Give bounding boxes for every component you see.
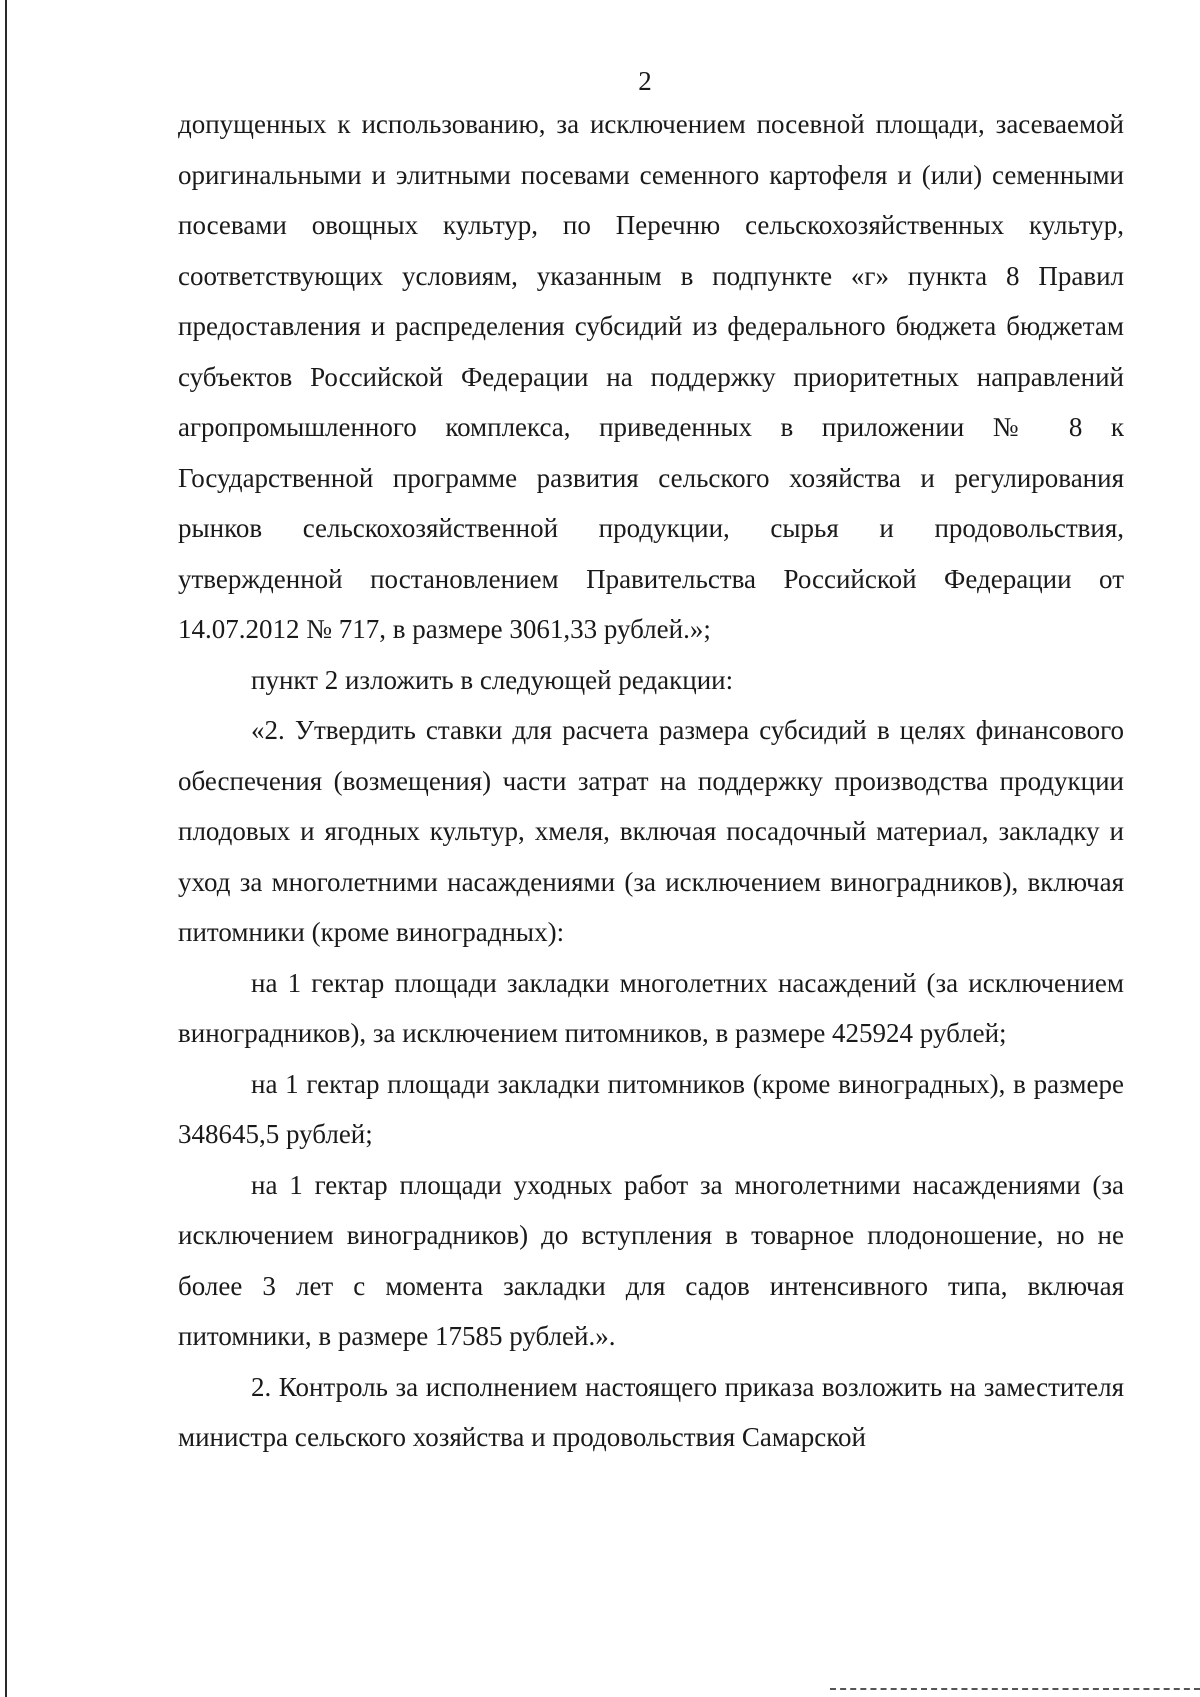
- document-body: [178, 99, 1124, 1463]
- paragraph-rate-maintenance: на 1 гектар площади уходных работ за многолетними насаждениями (за исключением виноградников) до вступления в товарное плодоношение, но не более 3 лет с момента закладки для садов интенсивного типа, включая питомники, в размере 17585 рублей.».: [178, 1169, 1124, 1351]
- page-number: 2: [638, 66, 652, 96]
- scan-edge-bottom: [830, 1688, 1200, 1690]
- paragraph-amend-point-2: пункт 2 изложить в следующей редакции:: [251, 664, 734, 695]
- paragraph-rate-orchard-planting: на 1 гектар площади закладки многолетних насаждений (за исключением виноградников), за исключением питомников, в размере 425924 рублей;: [178, 967, 1124, 1048]
- paragraph-approve-rates: «2. Утвердить ставки для расчета размера субсидий в целях финансового обеспечения (возмещения) части затрат на поддержку производства продукции плодовых и ягодных культур, хмеля, включая посадочный материал, закладку и уход за многолетними насаждениями (за исключением виноградников), включая питомники (кроме виноградных):: [178, 715, 1124, 947]
- scan-edge-left: [5, 0, 7, 1697]
- paragraph-rate-nursery-planting: на 1 гектар площади закладки питомников (кроме виноградных), в размере 348645,5 рублей;: [178, 1068, 1124, 1149]
- paragraph-subsidy-area-rate: допущенных к использованию, за исключением посевной площади, засеваемой оригинальными и элитными посевами семенного картофеля и (или) семенными посевами овощных культур, по Перечню сельскохозяйственных культур, соответствующих условиям, указанным в подпункте «г» пункта 8 Правил предоставления и распределения субсидий из федерального бюджета бюджетам субъектов Российской Федерации на поддержку приоритетных направлений агропромышленного комплекса, приведенных в приложении № 8 к Государственной программе развития сельского хозяйства и регулирования рынков сельскохозяйственной продукции, сырья и продовольствия, утвержденной постановлением Правительства Российской Федерации от 14.07.2012 № 717, в размере 3061,33 рублей.»;: [178, 109, 1124, 644]
- paragraph-control-clause: 2. Контроль за исполнением настоящего приказа возложить на заместителя министра сельского хозяйства и продовольствия Самарской: [178, 1371, 1124, 1452]
